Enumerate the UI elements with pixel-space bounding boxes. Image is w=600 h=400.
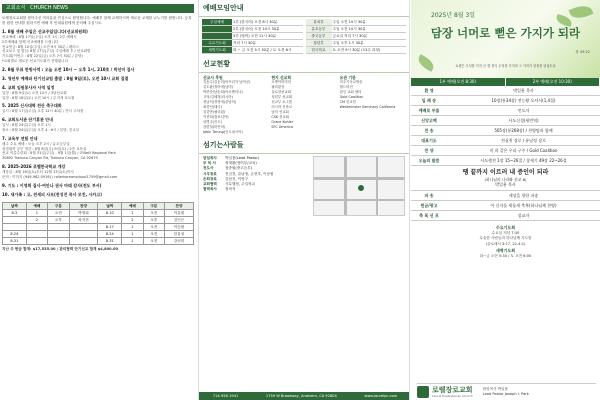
row-key: 예배로 부름	[411, 106, 447, 116]
news-item-line: 장소 : 8월 24일(주일) 오후 4 : 6시 / 본당, 친교실	[2, 127, 79, 132]
news-header-en: CHURCH NEWS	[30, 5, 69, 11]
schedule-cell: 1	[26, 209, 47, 216]
row-value: 10장(통34장) 전능왕 오셔서(1,4절)	[447, 96, 600, 106]
news-item-line: 일시 : 8월 17일(주일) 오후 12시 40분 / 잔디 주차장	[2, 109, 84, 114]
staff-role: 은퇴장로	[203, 176, 217, 181]
schedule-cell: 2	[26, 216, 47, 223]
schedule-cell: 8.10	[98, 209, 122, 216]
staff-row	[203, 187, 305, 192]
service-1-label: 1부 예배(오전 8:30)	[411, 78, 506, 86]
row-key: 청년부	[306, 40, 332, 47]
table-row	[411, 126, 600, 136]
news-column	[0, 0, 197, 400]
table-row	[411, 146, 600, 156]
schedule-cell: 오후	[48, 216, 69, 223]
table-row	[202, 40, 303, 47]
schedule-cell: 1	[122, 209, 143, 216]
pastor-name-en: Lead Pastor Joseph I. Park	[482, 392, 529, 396]
pastor-name: 담임목사 박일용	[482, 387, 509, 391]
row-value: 2부 (한국어) 오전 10시 30분	[232, 26, 303, 33]
sermon-title: 땡 끝까지 이르러 내 증인이 되라	[462, 169, 549, 176]
news-item-line: 선교예배 : 8월 17일(주일) 오후 1시, 2부 예배시	[2, 35, 77, 39]
schedule-cell: 차지현	[69, 216, 98, 223]
phone-text: 714-956-1941	[212, 394, 239, 398]
list-item: CM 선교단	[339, 100, 356, 104]
schedule-cell: 8.31	[98, 237, 122, 244]
schedule-cell	[26, 223, 47, 230]
list-item: 한인 교회 센터	[339, 90, 362, 94]
row-key: 중고등부	[306, 33, 332, 40]
news-item-line: 문의 : 이미지 (949-982-0916) / rollerkoreanschool1759@gmail.com	[2, 174, 118, 179]
verse-reference: 창 49:22	[575, 50, 590, 54]
list-item: 이현희(캄보디아)	[203, 115, 229, 119]
row-value: 미 희 같은 우리 구주 / Gold Coalition	[447, 146, 600, 156]
list-item: CSK 선교회	[271, 115, 289, 119]
table-row	[306, 26, 407, 33]
schedule-cell	[69, 223, 98, 230]
row-key: 파 송	[411, 191, 447, 201]
schedule-cell	[48, 237, 69, 244]
row-key: 수요기도회	[202, 40, 232, 47]
row-value: 설교자	[447, 211, 600, 221]
website-link[interactable]: www.laurelpc.com	[364, 394, 398, 398]
table-row	[411, 211, 600, 221]
row-key: 오늘의 말씀	[411, 156, 447, 166]
hero-banner	[411, 0, 600, 78]
wednesday-prayer	[411, 221, 600, 263]
row-value: 사도신경(새번역)	[447, 116, 600, 126]
address-text: 1759 W Broadway, Anaheim, CA 92804	[265, 394, 337, 398]
church-name-en: Laurel Presbyterian Church	[432, 394, 473, 398]
row-key: 입 례 송	[411, 96, 447, 106]
dawn-line: 화~금 오전 5:30 / 토 오전 6:00	[479, 254, 532, 259]
schedule-cell: 2	[122, 216, 143, 223]
staff-name: 정재황(영어부/교육)	[225, 161, 257, 166]
schedule-cell	[26, 230, 47, 237]
order-table-2	[411, 191, 600, 221]
schedule-header-cell: 구분	[143, 202, 164, 209]
wednesday-line: 수요일 저녁 7:30	[491, 231, 520, 235]
schedule-cell: 8.3	[3, 209, 27, 216]
service-2-label: 2부 예배(오전 10:30)	[506, 78, 600, 86]
schedule-header-cell: 날짜	[98, 202, 122, 209]
schedule-cell: 8.24	[98, 230, 122, 237]
list-item: Gold Coalition	[339, 95, 364, 99]
schedule-cell	[48, 230, 69, 237]
ministry-col	[271, 75, 336, 135]
row-value: 전심천 장로 / 유남정 장로	[447, 136, 600, 146]
list-item: 강한철(미얀마)	[203, 125, 226, 129]
schedule-cell	[48, 223, 69, 230]
list-item: 임병주(인도)	[203, 120, 223, 124]
list-item: 박종순/남순희(아르헨티나)	[203, 90, 243, 94]
wednesday-title: 수요기도회	[495, 225, 516, 230]
table-row	[411, 116, 600, 126]
row-value: 주일 오전 10시 30분	[332, 26, 407, 33]
row-value: 토 오전 9시 30분 (13주 과정)	[332, 47, 407, 54]
row-value: 505장(통268장) / 찬양팀과 함께	[447, 126, 600, 136]
contact-footer	[199, 392, 410, 400]
table-row	[411, 106, 600, 116]
news-item-title: 2. 8월 무료 한방사역 : 오늘 오전 10시 ~ 오후 1시, 210호 / 박선미 집사	[2, 66, 135, 72]
ministry-title: 선교현황	[199, 56, 409, 73]
worship-tables	[199, 17, 409, 56]
schedule-header-cell: 날짜	[3, 202, 27, 209]
schedule-header-cell: 예배	[122, 202, 143, 209]
ministry-col	[340, 75, 405, 135]
schedule-cell	[98, 216, 122, 223]
row-key	[202, 33, 232, 40]
list-item: 성남덕/정영애(중남미)	[203, 100, 237, 104]
schedule-cell: 박영희	[69, 209, 98, 216]
schedule-cell: 8.24	[3, 230, 27, 237]
news-item-line: 기도회(이번주 : 8월 22일(금) 오후 7시 30분 / 본당)	[2, 54, 83, 59]
list-item: 월드비전	[339, 85, 353, 89]
group-table	[306, 19, 407, 54]
table-row	[306, 47, 407, 54]
table-row	[3, 223, 194, 230]
list-item: 실로암선교회	[271, 90, 291, 94]
news-item	[2, 164, 194, 180]
news-item-title: 3. 청년부 예배와 단기선교팀 출발 : 8월 9일(토), 오전 10시 교회 집결	[2, 75, 129, 81]
news-item-line: 선교헌금: 8월 10일(주일) 오전 9시 30분 / 레터스	[2, 44, 79, 49]
schedule-cell: 오후	[143, 216, 164, 223]
schedule-header-cell: 찬양	[69, 202, 98, 209]
table-row	[202, 33, 303, 40]
table-row	[411, 201, 600, 211]
list-item: 필리핀상	[271, 85, 285, 89]
row-value: 사도행전 1장 15~26절 / 창세기 49장 22~26절	[447, 156, 600, 166]
list-item: 고덕/김혜정(러시아)	[203, 95, 233, 99]
row-value: 주일 오후 1시 30분	[332, 40, 407, 47]
ministry-col	[203, 75, 268, 135]
row-value: 저녁 7시 30분	[232, 40, 303, 47]
table-row	[411, 156, 600, 166]
news-item-title: 6. 교회도서관 단기휴관 안내	[2, 117, 53, 123]
news-item-title: 7. 교육부 연합 안내	[2, 135, 38, 141]
schedule-cell: 강선미	[165, 237, 194, 244]
schedule-header-cell: 예배	[26, 202, 47, 209]
staff-name: 전심천, 유남정, 손현우, 이동원	[225, 171, 274, 176]
staff-title: 섬기는사람들	[199, 137, 409, 154]
news-item-line: 개강일 : 8월 16일(토)부터 12월 13일(토)까지	[2, 169, 74, 174]
wednesday-line: (골로새서 3:17, 22-4:1)	[485, 241, 526, 246]
news-header-ko: 교회소식	[6, 5, 26, 11]
news-item	[2, 29, 194, 64]
staff-name: 사무행정, 주일학교	[225, 182, 256, 187]
schedule-cell: 1	[122, 230, 143, 237]
schedule-cell: 김인곤	[165, 216, 194, 223]
schedule-cell: 오전	[48, 209, 69, 216]
news-item	[2, 136, 194, 161]
news-header	[2, 4, 194, 13]
schedule-cell: 1	[122, 223, 143, 230]
row-value: 3부 (영어) 오전 11시 30분	[232, 33, 303, 40]
news-item-line: 30892 Trabuco Canyon Rd, Trabuco Canyon, CA 92679	[2, 156, 98, 161]
row-key: 대표기도	[411, 136, 447, 146]
worship-table	[202, 19, 303, 54]
news-item	[2, 85, 194, 101]
schedule-cell: 오전	[143, 209, 164, 216]
row-value: 이 신자를 새롭게 축복(하나님께 찬양)	[447, 201, 600, 211]
schedule-cell	[3, 216, 27, 223]
news-item-title: 5. 2025 신사대학 전산 축구대회	[2, 103, 62, 109]
news-list	[2, 29, 194, 198]
table-row	[411, 86, 600, 96]
table-row	[3, 230, 194, 237]
schedule-cell	[69, 237, 98, 244]
schedule-table	[2, 202, 194, 245]
table-row	[306, 33, 407, 40]
schedule-header-cell: 구분	[48, 202, 69, 209]
church-logo-block	[417, 383, 596, 398]
news-item	[2, 67, 194, 73]
verse-text: 요셉은 무성한 가지 곧 샘 곁의 무성한 가지라 그 가지가 담장을 넘었도다	[455, 64, 556, 68]
staff-role: 전도사	[203, 166, 214, 171]
theme-verse: 담장 너머로 뻗은 가지가 되라	[430, 26, 581, 40]
row-key: 환 영	[411, 86, 447, 96]
schedule-cell	[26, 237, 47, 244]
schedule-cell: 오전	[143, 230, 164, 237]
schedule-cell: 오전	[143, 237, 164, 244]
church-logo-icon	[417, 386, 429, 398]
ministry-col-head: 현지 선교회	[271, 75, 291, 80]
staff-name: 장종원(중고등부)	[225, 166, 253, 171]
news-item-line: 선교 여름수련회 : 8월 31일(주일) - 9월 1일(월) / O'Neill Regional Park	[2, 151, 116, 156]
list-item: SFC America	[271, 125, 293, 129]
ministry-col-head: 선교사 후원	[203, 75, 223, 80]
wednesday-line: 무술한 사람들과 하나님께 기도함	[479, 236, 532, 241]
worship-title: 예배모임안내	[199, 0, 409, 17]
news-item-line: 선교보고 및 합심: 8월 17일(주일) 주일예배 후 / 선교회별	[2, 49, 91, 54]
row-key: 찬 양	[411, 146, 447, 156]
table-row	[202, 47, 303, 54]
list-item: 선교부 소그룹	[271, 100, 293, 104]
table-row	[411, 136, 600, 146]
table-row	[202, 26, 303, 33]
schedule-cell: 8.31	[3, 237, 27, 244]
news-item	[2, 117, 194, 133]
list-item: 러시아 신학교	[271, 105, 293, 109]
staff-role: 담임목사	[203, 156, 217, 160]
service-header	[411, 78, 600, 86]
row-value: 주일 오전 10시 30분	[332, 19, 407, 26]
row-key: 유치부	[306, 19, 332, 26]
table-row	[3, 216, 194, 223]
list-item: 최종선(태국)	[203, 105, 223, 109]
table-row	[3, 209, 194, 216]
staff-role: 협력목사	[203, 187, 217, 192]
row-key: 유초등부	[306, 26, 332, 33]
staff-name: 박일용(Lead Pastor)	[225, 156, 260, 160]
news-item-title: 1. 8월 셋째 주일은 선교주일입니다(선교위원회)	[2, 29, 88, 34]
table-row	[411, 96, 600, 106]
preacher-name: 박일용 목사	[495, 182, 516, 187]
news-item-title: 4. 교회 임원봉사자 사역 일정	[2, 84, 55, 90]
news-item-line: 일정 : 8월 16일(토) 오전 10시 / 무지개 포도원	[2, 95, 75, 100]
news-item-line: 매주 수요 예배 : 오늘 오후 2시 / 유초등부실	[2, 141, 70, 146]
row-key: 한국학교	[306, 47, 332, 54]
table-row	[411, 191, 600, 201]
row-value: 박일용 목사	[447, 86, 600, 96]
location-map	[313, 156, 405, 216]
offering-summary: 지난 주 헌금 합계: $17,535.00 / 관리협력 단기선교 합계 $4,800.00	[2, 246, 118, 251]
ministry-grid	[199, 73, 409, 137]
news-item-line: 일정 : 8월 9일(토) 오전 10시 / 3남선교회	[2, 90, 67, 95]
row-key: 주일예배	[202, 19, 232, 26]
order-table	[411, 86, 600, 166]
row-key: 헌금/광고	[411, 201, 447, 211]
bulletin-date: 2025년 8월 3일	[431, 12, 476, 19]
list-item: Grace Kohler	[271, 120, 294, 124]
news-item-title: 8. 2025-2026 로렐한국학교 개강	[2, 163, 66, 169]
bulletin-cover	[411, 0, 600, 400]
row-key: 새벽기도회	[202, 47, 232, 54]
news-item	[2, 103, 194, 114]
news-item	[2, 192, 194, 198]
list-item: Westminster Seminary California	[339, 105, 396, 109]
row-key: 찬 송	[411, 126, 447, 136]
row-key: 신앙고백	[411, 116, 447, 126]
schedule-cell: 이유원	[165, 209, 194, 216]
news-item-title: 9. 기도 : 이영희 집사·여안나 권사 마태 감사(전도 부서)	[2, 182, 102, 188]
schedule-cell	[69, 230, 98, 237]
table-row	[3, 237, 194, 244]
ministry-col-head: 유관 기관	[339, 75, 356, 80]
list-item: 김동수/김순미(아프리카 남아공)	[203, 80, 251, 84]
schedule-body	[3, 209, 194, 244]
list-item: 김중만(필리핀)	[203, 110, 226, 114]
map-pin-icon	[358, 185, 364, 191]
news-item-line: 2부예배와 함께 선교예배를 드립니다	[2, 39, 59, 44]
news-item	[2, 183, 194, 189]
row-value: 화 ~ 금 오전 5시 30분 / 토 오전 6시	[232, 47, 303, 54]
schedule-cell: 한유성	[165, 230, 194, 237]
staff-role: 부 목 사	[203, 161, 216, 166]
list-item: 미주기독교방송	[339, 80, 363, 84]
staff-list	[199, 154, 309, 218]
list-item: Jabin Tarung(인도네시아)	[203, 130, 243, 134]
list-item: 김도완/정미애(남미)	[203, 85, 233, 89]
info-column	[198, 0, 410, 400]
news-item-line: 성경대학 공부 개강 : 8월 8일(금)-9일(토) / 2층 교육실	[2, 146, 87, 151]
staff-role: 시무장로	[203, 171, 217, 176]
news-item	[2, 76, 194, 82]
schedule-header-row	[3, 202, 194, 209]
schedule-cell: 오전	[143, 223, 164, 230]
schedule-cell: 8.17	[98, 223, 122, 230]
welcome-text: 로렐장로교회를 찾아주신 여러분을 진심으로 환영합니다. 예배후 함께 교제하시며 새로운 교제를 나누기를 원합니다. 등록를 원한 안내를 원하시면 예배 후 안내위원에게 문의해 주십시오.	[2, 16, 192, 25]
list-item: 청년부 선교회	[271, 95, 293, 99]
sermon-subtitle: (하나님의 나라와 선교 6)	[484, 177, 527, 182]
schedule-cell: 1	[122, 237, 143, 244]
sermon-block	[411, 166, 600, 191]
row-key	[202, 26, 232, 33]
staff-role: 교회협력	[203, 182, 217, 187]
row-key: 축 복 선 포	[411, 211, 447, 221]
row-value: 1부 (한국어) 오전 8시 30분	[232, 19, 303, 26]
list-item: 남미 선교회	[271, 110, 289, 114]
news-item-title: 10. 새가족 : 고, 전세의 사모(전성진 목사 모친, 시카고)	[2, 191, 102, 197]
news-item-line: 일시 : 8월 24일(주일) 오후 1시	[2, 123, 51, 128]
row-value: 인도자	[447, 106, 600, 116]
schedule-cell	[3, 223, 27, 230]
list-item: 오병이어미션	[271, 80, 291, 84]
schedule-cell: 이승원	[165, 223, 194, 230]
news-item-line: *교회별로 새로운 선교기도회가 진행됩니다	[2, 58, 68, 63]
staff-name: 김남진, 이영구	[225, 176, 249, 181]
church-name: 로렐장로교회	[432, 386, 473, 394]
schedule-header-cell: 찬양	[165, 202, 194, 209]
row-value: 금요일 저녁 7시 30분	[332, 33, 407, 40]
row-value: 세상을 향한 파송	[447, 191, 600, 201]
table-row	[306, 40, 407, 47]
staff-name: 정의석	[225, 187, 236, 192]
dawn-title: 새벽기도회	[495, 248, 516, 254]
